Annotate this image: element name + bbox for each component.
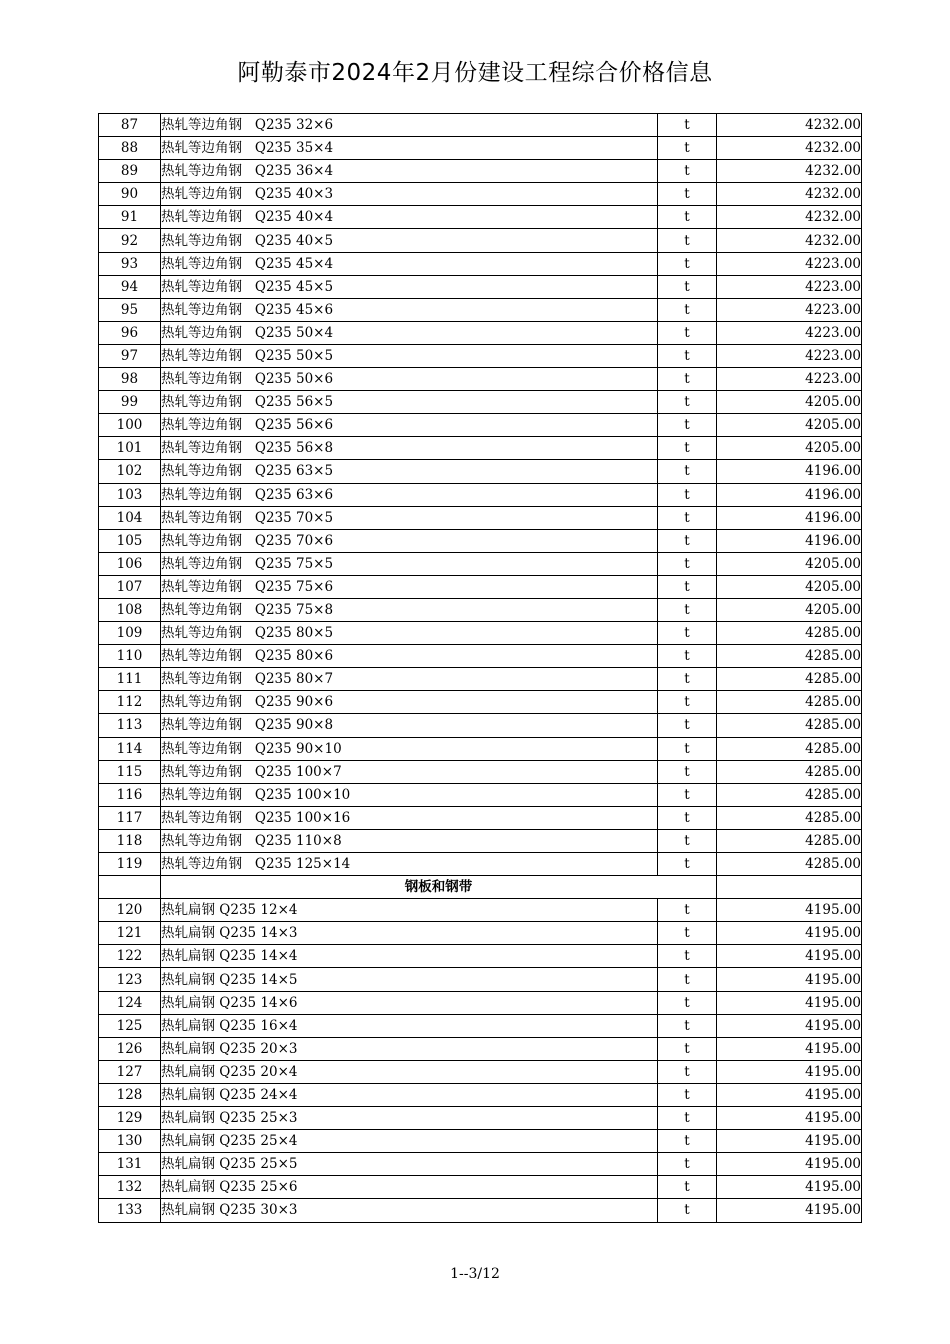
item-number: 115 [99, 760, 161, 783]
item-unit: t [658, 991, 717, 1014]
item-unit: t [658, 783, 717, 806]
table-row [99, 1130, 862, 1153]
item-number: 116 [99, 783, 161, 806]
section-price-cell [717, 876, 862, 899]
item-number: 92 [99, 229, 161, 252]
item-name: 热轧等边角钢 Q235 75×5 [161, 552, 658, 575]
item-price: 4285.00 [717, 760, 862, 783]
item-unit: t [658, 575, 717, 598]
item-number: 97 [99, 344, 161, 367]
item-unit: t [658, 252, 717, 275]
item-number: 108 [99, 598, 161, 621]
item-number: 122 [99, 945, 161, 968]
item-number: 103 [99, 483, 161, 506]
table-row [99, 575, 862, 598]
item-price: 4195.00 [717, 1060, 862, 1083]
item-name: 热轧等边角钢 Q235 75×8 [161, 598, 658, 621]
item-unit: t [658, 506, 717, 529]
item-name: 热轧等边角钢 Q235 32×6 [161, 114, 658, 137]
item-name: 热轧等边角钢 Q235 45×4 [161, 252, 658, 275]
table-row [99, 1014, 862, 1037]
item-number: 130 [99, 1130, 161, 1153]
item-name: 热轧等边角钢 Q235 80×5 [161, 622, 658, 645]
table-row [99, 160, 862, 183]
item-number: 89 [99, 160, 161, 183]
item-price: 4195.00 [717, 1199, 862, 1222]
item-name: 热轧等边角钢 Q235 35×4 [161, 137, 658, 160]
item-name: 热轧等边角钢 Q235 90×6 [161, 691, 658, 714]
item-number: 99 [99, 391, 161, 414]
item-name: 热轧等边角钢 Q235 80×7 [161, 668, 658, 691]
item-number: 88 [99, 137, 161, 160]
item-price: 4285.00 [717, 645, 862, 668]
item-price: 4196.00 [717, 460, 862, 483]
item-number: 110 [99, 645, 161, 668]
table-row [99, 298, 862, 321]
section-title: 钢板和钢带 [161, 876, 717, 899]
table-row [99, 1037, 862, 1060]
item-name: 热轧等边角钢 Q235 50×6 [161, 368, 658, 391]
item-unit: t [658, 645, 717, 668]
table-row [99, 252, 862, 275]
item-price: 4205.00 [717, 437, 862, 460]
item-price: 4285.00 [717, 829, 862, 852]
item-unit: t [658, 829, 717, 852]
table-row [99, 391, 862, 414]
item-unit: t [658, 714, 717, 737]
item-number: 96 [99, 321, 161, 344]
table-row [99, 899, 862, 922]
item-unit: t [658, 1060, 717, 1083]
item-name: 热轧等边角钢 Q235 90×8 [161, 714, 658, 737]
item-name: 热轧扁钢 Q235 20×3 [161, 1037, 658, 1060]
item-name: 热轧扁钢 Q235 14×4 [161, 945, 658, 968]
item-name: 热轧等边角钢 Q235 70×6 [161, 529, 658, 552]
item-name: 热轧扁钢 Q235 24×4 [161, 1083, 658, 1106]
item-price: 4285.00 [717, 853, 862, 876]
table-row [99, 275, 862, 298]
item-number: 114 [99, 737, 161, 760]
table-row [99, 483, 862, 506]
item-number: 132 [99, 1176, 161, 1199]
item-unit: t [658, 183, 717, 206]
table-row [99, 506, 862, 529]
table-row [99, 645, 862, 668]
item-price: 4223.00 [717, 275, 862, 298]
item-unit: t [658, 483, 717, 506]
item-price: 4285.00 [717, 668, 862, 691]
item-name: 热轧扁钢 Q235 30×3 [161, 1199, 658, 1222]
table-row [99, 206, 862, 229]
item-unit: t [658, 391, 717, 414]
item-price: 4195.00 [717, 991, 862, 1014]
table-row [99, 229, 862, 252]
item-price: 4223.00 [717, 298, 862, 321]
item-name: 热轧等边角钢 Q235 100×16 [161, 806, 658, 829]
item-number: 98 [99, 368, 161, 391]
item-price: 4196.00 [717, 483, 862, 506]
item-name: 热轧等边角钢 Q235 40×5 [161, 229, 658, 252]
item-number: 90 [99, 183, 161, 206]
item-price: 4232.00 [717, 114, 862, 137]
item-unit: t [658, 760, 717, 783]
item-number: 107 [99, 575, 161, 598]
item-price: 4232.00 [717, 160, 862, 183]
item-unit: t [658, 622, 717, 645]
table-row [99, 344, 862, 367]
item-unit: t [658, 206, 717, 229]
item-unit: t [658, 1107, 717, 1130]
item-price: 4232.00 [717, 206, 862, 229]
item-number: 94 [99, 275, 161, 298]
item-price: 4205.00 [717, 552, 862, 575]
item-name: 热轧等边角钢 Q235 63×5 [161, 460, 658, 483]
item-unit: t [658, 853, 717, 876]
table-row [99, 529, 862, 552]
item-unit: t [658, 160, 717, 183]
item-number: 95 [99, 298, 161, 321]
item-name: 热轧扁钢 Q235 25×4 [161, 1130, 658, 1153]
item-number: 123 [99, 968, 161, 991]
item-price: 4285.00 [717, 714, 862, 737]
item-name: 热轧等边角钢 Q235 50×5 [161, 344, 658, 367]
item-price: 4205.00 [717, 391, 862, 414]
table-row [99, 806, 862, 829]
item-price: 4223.00 [717, 368, 862, 391]
item-name: 热轧等边角钢 Q235 45×6 [161, 298, 658, 321]
item-unit: t [658, 1153, 717, 1176]
item-price: 4195.00 [717, 1176, 862, 1199]
item-price: 4195.00 [717, 899, 862, 922]
item-price: 4195.00 [717, 945, 862, 968]
item-price: 4195.00 [717, 1130, 862, 1153]
table-row [99, 114, 862, 137]
item-unit: t [658, 899, 717, 922]
item-name: 热轧等边角钢 Q235 56×5 [161, 391, 658, 414]
item-unit: t [658, 1037, 717, 1060]
item-unit: t [658, 552, 717, 575]
item-number: 91 [99, 206, 161, 229]
item-unit: t [658, 1176, 717, 1199]
table-row [99, 922, 862, 945]
item-name: 热轧扁钢 Q235 25×5 [161, 1153, 658, 1176]
table-row [99, 183, 862, 206]
table-row [99, 945, 862, 968]
item-price: 4205.00 [717, 598, 862, 621]
table-row [99, 437, 862, 460]
item-name: 热轧扁钢 Q235 14×5 [161, 968, 658, 991]
item-unit: t [658, 945, 717, 968]
item-number: 126 [99, 1037, 161, 1060]
table-row [99, 783, 862, 806]
item-name: 热轧等边角钢 Q235 56×8 [161, 437, 658, 460]
item-unit: t [658, 668, 717, 691]
section-header-row [99, 876, 862, 899]
item-price: 4196.00 [717, 529, 862, 552]
item-unit: t [658, 321, 717, 344]
item-number: 125 [99, 1014, 161, 1037]
item-price: 4232.00 [717, 137, 862, 160]
item-number: 120 [99, 899, 161, 922]
item-price: 4223.00 [717, 252, 862, 275]
item-price: 4285.00 [717, 806, 862, 829]
item-name: 热轧等边角钢 Q235 56×6 [161, 414, 658, 437]
item-name: 热轧等边角钢 Q235 100×10 [161, 783, 658, 806]
item-unit: t [658, 437, 717, 460]
item-name: 热轧等边角钢 Q235 125×14 [161, 853, 658, 876]
table-row [99, 460, 862, 483]
item-number: 100 [99, 414, 161, 437]
table-row [99, 737, 862, 760]
item-name: 热轧等边角钢 Q235 90×10 [161, 737, 658, 760]
item-unit: t [658, 598, 717, 621]
table-row [99, 668, 862, 691]
table-row [99, 414, 862, 437]
item-unit: t [658, 344, 717, 367]
item-price: 4195.00 [717, 1037, 862, 1060]
item-unit: t [658, 806, 717, 829]
item-unit: t [658, 1130, 717, 1153]
item-price: 4285.00 [717, 622, 862, 645]
item-number: 118 [99, 829, 161, 852]
item-name: 热轧等边角钢 Q235 63×6 [161, 483, 658, 506]
table-row [99, 1199, 862, 1222]
table-row [99, 968, 862, 991]
item-number: 128 [99, 1083, 161, 1106]
table-row [99, 714, 862, 737]
item-price: 4232.00 [717, 229, 862, 252]
item-name: 热轧扁钢 Q235 12×4 [161, 899, 658, 922]
price-table-body [99, 114, 862, 1223]
item-unit: t [658, 298, 717, 321]
page-title: 阿勒泰市2024年2月份建设工程综合价格信息 [237, 60, 713, 86]
item-number: 101 [99, 437, 161, 460]
item-unit: t [658, 1199, 717, 1222]
table-row [99, 1060, 862, 1083]
item-unit: t [658, 368, 717, 391]
item-price: 4285.00 [717, 691, 862, 714]
item-number: 129 [99, 1107, 161, 1130]
item-unit: t [658, 137, 717, 160]
table-row [99, 853, 862, 876]
table-row [99, 368, 862, 391]
item-price: 4205.00 [717, 414, 862, 437]
table-row [99, 321, 862, 344]
table-row [99, 1107, 862, 1130]
table-row [99, 691, 862, 714]
table-row [99, 1083, 862, 1106]
item-price: 4195.00 [717, 1014, 862, 1037]
item-unit: t [658, 529, 717, 552]
item-unit: t [658, 114, 717, 137]
item-price: 4223.00 [717, 344, 862, 367]
item-price: 4223.00 [717, 321, 862, 344]
item-unit: t [658, 229, 717, 252]
item-number: 117 [99, 806, 161, 829]
page-number: 1--3/12 [450, 1266, 500, 1282]
item-name: 热轧等边角钢 Q235 100×7 [161, 760, 658, 783]
item-unit: t [658, 737, 717, 760]
item-number: 93 [99, 252, 161, 275]
item-number: 131 [99, 1153, 161, 1176]
section-no-cell [99, 876, 161, 899]
item-name: 热轧扁钢 Q235 25×6 [161, 1176, 658, 1199]
item-unit: t [658, 1083, 717, 1106]
item-number: 127 [99, 1060, 161, 1083]
item-number: 113 [99, 714, 161, 737]
item-name: 热轧等边角钢 Q235 50×4 [161, 321, 658, 344]
item-name: 热轧扁钢 Q235 14×3 [161, 922, 658, 945]
table-row [99, 760, 862, 783]
item-unit: t [658, 1014, 717, 1037]
item-number: 105 [99, 529, 161, 552]
item-number: 109 [99, 622, 161, 645]
item-unit: t [658, 275, 717, 298]
item-name: 热轧等边角钢 Q235 110×8 [161, 829, 658, 852]
item-number: 106 [99, 552, 161, 575]
table-row [99, 829, 862, 852]
item-number: 112 [99, 691, 161, 714]
item-unit: t [658, 414, 717, 437]
item-name: 热轧扁钢 Q235 14×6 [161, 991, 658, 1014]
item-number: 102 [99, 460, 161, 483]
item-number: 133 [99, 1199, 161, 1222]
item-name: 热轧等边角钢 Q235 80×6 [161, 645, 658, 668]
item-number: 119 [99, 853, 161, 876]
item-price: 4232.00 [717, 183, 862, 206]
table-row [99, 1176, 862, 1199]
item-price: 4195.00 [717, 1083, 862, 1106]
table-row [99, 622, 862, 645]
item-unit: t [658, 691, 717, 714]
item-name: 热轧扁钢 Q235 16×4 [161, 1014, 658, 1037]
table-row [99, 137, 862, 160]
item-name: 热轧等边角钢 Q235 70×5 [161, 506, 658, 529]
item-name: 热轧等边角钢 Q235 40×3 [161, 183, 658, 206]
item-name: 热轧等边角钢 Q235 36×4 [161, 160, 658, 183]
item-name: 热轧等边角钢 Q235 75×6 [161, 575, 658, 598]
table-row [99, 552, 862, 575]
item-price: 4195.00 [717, 1107, 862, 1130]
item-name: 热轧等边角钢 Q235 45×5 [161, 275, 658, 298]
item-unit: t [658, 460, 717, 483]
item-name: 热轧等边角钢 Q235 40×4 [161, 206, 658, 229]
item-price: 4196.00 [717, 506, 862, 529]
item-number: 104 [99, 506, 161, 529]
item-price: 4195.00 [717, 1153, 862, 1176]
item-unit: t [658, 922, 717, 945]
item-price: 4205.00 [717, 575, 862, 598]
item-number: 111 [99, 668, 161, 691]
item-name: 热轧扁钢 Q235 20×4 [161, 1060, 658, 1083]
item-number: 121 [99, 922, 161, 945]
item-price: 4285.00 [717, 783, 862, 806]
item-name: 热轧扁钢 Q235 25×3 [161, 1107, 658, 1130]
item-price: 4195.00 [717, 968, 862, 991]
item-number: 87 [99, 114, 161, 137]
table-row [99, 598, 862, 621]
item-price: 4285.00 [717, 737, 862, 760]
item-unit: t [658, 968, 717, 991]
item-number: 124 [99, 991, 161, 1014]
price-table [98, 113, 862, 1223]
table-row [99, 1153, 862, 1176]
item-price: 4195.00 [717, 922, 862, 945]
table-row [99, 991, 862, 1014]
